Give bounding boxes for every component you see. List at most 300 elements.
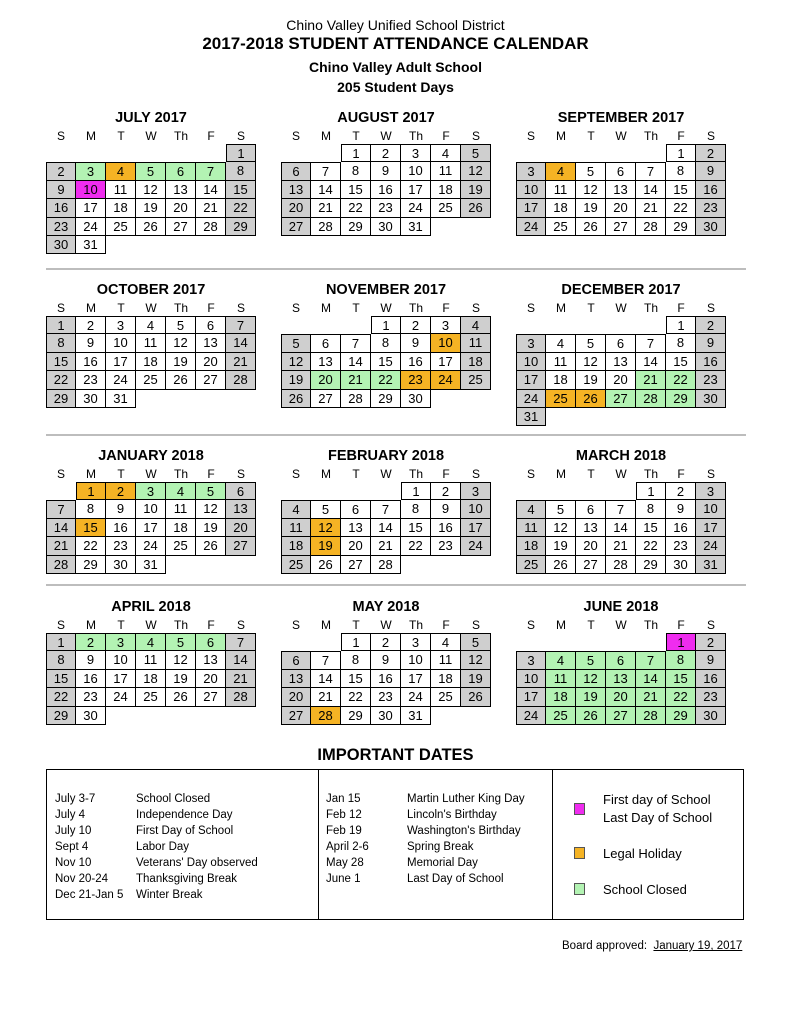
empty-day-cell: [516, 144, 546, 162]
day-cell: 11: [546, 181, 576, 199]
day-cell: 14: [311, 181, 341, 199]
day-cell: 22: [636, 537, 666, 555]
important-event: School Closed: [136, 793, 211, 805]
day-cell: 25: [546, 390, 576, 408]
month-calendar: [46, 446, 256, 574]
weekday-label: S: [291, 467, 300, 481]
weekday-label: S: [291, 301, 300, 315]
day-cell: 16: [106, 519, 136, 537]
day-cell: 24: [516, 218, 546, 236]
day-cell: 25: [136, 371, 166, 389]
day-cell: 1: [46, 316, 76, 334]
day-cell: 30: [696, 390, 726, 408]
empty-day-cell: [166, 707, 196, 725]
day-cell: 4: [546, 651, 576, 669]
legend-swatch-closed: [574, 883, 585, 895]
empty-day-cell: [546, 633, 576, 651]
day-cell: 28: [371, 556, 401, 574]
day-cell: 17: [76, 199, 106, 217]
day-cell: 15: [46, 353, 76, 371]
day-grid: [46, 144, 256, 254]
day-cell: 28: [636, 218, 666, 236]
day-cell: 9: [106, 500, 136, 518]
day-cell: 13: [341, 519, 371, 537]
empty-day-cell: [606, 316, 636, 334]
weekday-label: W: [380, 301, 392, 315]
empty-day-cell: [196, 236, 226, 254]
day-cell: 26: [461, 688, 491, 706]
day-cell: 23: [696, 371, 726, 389]
day-cell: 6: [196, 316, 226, 334]
day-cell: 31: [401, 707, 431, 725]
day-cell: 13: [606, 670, 636, 688]
important-dates-box: [46, 769, 744, 920]
important-date: July 4: [55, 809, 86, 821]
day-cell: 31: [401, 218, 431, 236]
weekday-label: M: [556, 618, 566, 632]
day-cell: 23: [666, 537, 696, 555]
day-cell: 8: [401, 500, 431, 518]
weekday-label: F: [207, 467, 215, 481]
day-cell: 29: [371, 390, 401, 408]
weekday-label: S: [236, 129, 245, 143]
day-cell: 22: [341, 199, 371, 217]
day-cell: 23: [401, 371, 431, 389]
day-cell: 19: [576, 688, 606, 706]
important-dates-title: IMPORTANT DATES: [317, 746, 474, 764]
day-cell: 28: [226, 371, 256, 389]
day-cell: 25: [461, 371, 491, 389]
day-cell: 17: [696, 519, 726, 537]
day-grid: [516, 316, 726, 426]
day-cell: 27: [606, 390, 636, 408]
day-cell: 18: [546, 199, 576, 217]
day-cell: 20: [606, 371, 636, 389]
day-cell: 21: [226, 670, 256, 688]
weekday-label: T: [117, 301, 125, 315]
weekday-label: W: [615, 618, 627, 632]
empty-day-cell: [576, 633, 606, 651]
day-cell: 31: [696, 556, 726, 574]
day-cell: 27: [281, 707, 311, 725]
day-cell: 4: [431, 633, 461, 651]
day-cell: 8: [371, 334, 401, 352]
day-cell: 10: [461, 500, 491, 518]
day-cell: 13: [166, 181, 196, 199]
weekday-label: M: [321, 129, 331, 143]
day-cell: 22: [666, 371, 696, 389]
weekday-header: [516, 617, 726, 633]
day-cell: 8: [226, 162, 256, 180]
day-cell: 8: [341, 651, 371, 669]
day-cell: 20: [281, 688, 311, 706]
day-cell: 16: [696, 353, 726, 371]
weekday-label: T: [587, 467, 595, 481]
empty-day-cell: [606, 408, 636, 426]
day-cell: 20: [226, 519, 256, 537]
day-cell: 4: [106, 162, 136, 180]
day-cell: 31: [516, 408, 546, 426]
day-cell: 24: [431, 371, 461, 389]
day-cell: 28: [636, 390, 666, 408]
weekday-label: S: [236, 467, 245, 481]
empty-day-cell: [576, 316, 606, 334]
day-cell: 23: [696, 199, 726, 217]
day-cell: 18: [166, 519, 196, 537]
day-cell: 11: [461, 334, 491, 352]
day-cell: 16: [76, 670, 106, 688]
important-event: Washington's Birthday: [407, 825, 521, 837]
day-cell: 9: [371, 162, 401, 180]
day-cell: 18: [281, 537, 311, 555]
weekday-label: S: [471, 129, 480, 143]
empty-day-cell: [461, 707, 491, 725]
day-cell: 8: [666, 162, 696, 180]
weekday-label: T: [352, 618, 360, 632]
day-cell: 25: [516, 556, 546, 574]
day-cell: 21: [606, 537, 636, 555]
day-cell: 20: [166, 199, 196, 217]
day-cell: 29: [636, 556, 666, 574]
day-cell: 13: [606, 353, 636, 371]
day-cell: 20: [311, 371, 341, 389]
day-cell: 6: [281, 162, 311, 180]
empty-day-cell: [546, 408, 576, 426]
weekday-label: Th: [643, 618, 658, 632]
day-cell: 27: [311, 390, 341, 408]
day-cell: 19: [576, 371, 606, 389]
day-cell: 1: [46, 633, 76, 651]
day-cell: 25: [166, 537, 196, 555]
day-cell: 12: [461, 651, 491, 669]
day-cell: 23: [696, 688, 726, 706]
day-cell: 23: [371, 688, 401, 706]
day-cell: 22: [76, 537, 106, 555]
day-cell: 24: [106, 688, 136, 706]
day-cell: 4: [546, 334, 576, 352]
day-cell: 30: [46, 236, 76, 254]
day-cell: 17: [106, 353, 136, 371]
day-cell: 4: [281, 500, 311, 518]
day-cell: 5: [136, 162, 166, 180]
important-event: Spring Break: [407, 841, 474, 853]
weekday-label: M: [86, 618, 96, 632]
weekday-label: T: [352, 301, 360, 315]
day-cell: 18: [431, 181, 461, 199]
day-cell: 3: [401, 633, 431, 651]
day-cell: 2: [76, 316, 106, 334]
day-cell: 9: [431, 500, 461, 518]
day-cell: 1: [666, 633, 696, 651]
day-cell: 11: [106, 181, 136, 199]
day-cell: 18: [431, 670, 461, 688]
weekday-label: S: [56, 467, 65, 481]
weekday-label: T: [587, 129, 595, 143]
day-cell: 31: [76, 236, 106, 254]
day-cell: 8: [636, 500, 666, 518]
empty-day-cell: [341, 316, 371, 334]
empty-day-cell: [76, 144, 106, 162]
student-days: 205 Student Days: [337, 79, 454, 95]
weekday-label: W: [145, 467, 157, 481]
empty-day-cell: [461, 556, 491, 574]
day-cell: 25: [546, 218, 576, 236]
day-cell: 14: [341, 353, 371, 371]
weekday-label: T: [352, 467, 360, 481]
weekday-label: F: [442, 618, 450, 632]
day-cell: 12: [166, 651, 196, 669]
day-cell: 16: [696, 670, 726, 688]
day-cell: 10: [106, 334, 136, 352]
month-title: JANUARY 2018: [98, 448, 204, 464]
day-cell: 13: [281, 181, 311, 199]
day-cell: 7: [226, 633, 256, 651]
day-cell: 31: [106, 390, 136, 408]
day-cell: 23: [76, 688, 106, 706]
legend-swatch-holiday: [574, 847, 585, 859]
day-cell: 13: [196, 651, 226, 669]
empty-day-cell: [281, 633, 311, 651]
day-cell: 23: [76, 371, 106, 389]
weekday-label: Th: [408, 301, 423, 315]
day-cell: 25: [546, 707, 576, 725]
important-date: Feb 12: [326, 809, 362, 821]
weekday-header: [281, 617, 491, 633]
legend-last-day: Last Day of School: [603, 810, 713, 825]
day-cell: 11: [136, 334, 166, 352]
day-cell: 10: [76, 181, 106, 199]
day-cell: 5: [461, 144, 491, 162]
day-cell: 19: [461, 670, 491, 688]
day-cell: 25: [136, 688, 166, 706]
day-cell: 31: [136, 556, 166, 574]
day-grid: [46, 316, 256, 408]
day-cell: 24: [696, 537, 726, 555]
day-cell: 10: [401, 651, 431, 669]
weekday-label: S: [471, 618, 480, 632]
important-event: Martin Luther King Day: [407, 793, 525, 805]
day-cell: 2: [371, 633, 401, 651]
day-cell: 6: [606, 334, 636, 352]
empty-day-cell: [546, 482, 576, 500]
day-cell: 24: [106, 371, 136, 389]
day-cell: 4: [516, 500, 546, 518]
weekday-label: F: [207, 129, 215, 143]
month-calendar: [281, 280, 491, 408]
month-title: JULY 2017: [115, 110, 187, 126]
day-cell: 4: [166, 482, 196, 500]
important-date: July 3-7: [55, 793, 96, 805]
weekday-label: W: [380, 467, 392, 481]
day-cell: 29: [76, 556, 106, 574]
weekday-label: W: [615, 129, 627, 143]
day-cell: 27: [576, 556, 606, 574]
empty-day-cell: [136, 707, 166, 725]
row-divider: [46, 584, 746, 586]
day-cell: 18: [546, 688, 576, 706]
empty-day-cell: [226, 556, 256, 574]
day-cell: 3: [76, 162, 106, 180]
month-calendar: [281, 446, 491, 574]
day-cell: 9: [696, 162, 726, 180]
day-cell: 20: [606, 688, 636, 706]
weekday-header: [46, 300, 256, 316]
day-cell: 29: [341, 218, 371, 236]
empty-day-cell: [281, 144, 311, 162]
legend-first-day: First day of School: [603, 792, 711, 807]
weekday-label: M: [321, 467, 331, 481]
day-cell: 30: [76, 707, 106, 725]
day-cell: 2: [696, 316, 726, 334]
day-cell: 5: [576, 651, 606, 669]
important-event: Veterans' Day observed: [136, 857, 258, 869]
day-cell: 29: [46, 707, 76, 725]
empty-day-cell: [401, 556, 431, 574]
empty-day-cell: [546, 144, 576, 162]
weekday-header: [281, 466, 491, 482]
weekday-label: S: [706, 467, 715, 481]
day-cell: 26: [311, 556, 341, 574]
month-title: JUNE 2018: [583, 599, 659, 615]
day-cell: 15: [341, 181, 371, 199]
empty-day-cell: [576, 482, 606, 500]
day-cell: 22: [46, 688, 76, 706]
month-title: SEPTEMBER 2017: [557, 110, 685, 126]
row-divider: [46, 434, 746, 436]
day-cell: 5: [166, 316, 196, 334]
day-cell: 26: [461, 199, 491, 217]
day-cell: 17: [516, 371, 546, 389]
weekday-label: F: [442, 301, 450, 315]
weekday-header: [516, 128, 726, 144]
weekday-label: S: [236, 618, 245, 632]
day-cell: 17: [106, 670, 136, 688]
day-cell: 27: [226, 537, 256, 555]
day-cell: 18: [106, 199, 136, 217]
weekday-label: T: [117, 129, 125, 143]
weekday-label: F: [442, 129, 450, 143]
empty-day-cell: [636, 316, 666, 334]
month-title: DECEMBER 2017: [561, 282, 681, 298]
month-calendar: [46, 597, 256, 725]
day-cell: 19: [311, 537, 341, 555]
school-name: Chino Valley Adult School: [309, 59, 482, 75]
weekday-label: W: [145, 618, 157, 632]
empty-day-cell: [166, 144, 196, 162]
day-cell: 24: [516, 707, 546, 725]
day-cell: 16: [401, 353, 431, 371]
day-cell: 15: [226, 181, 256, 199]
day-cell: 1: [226, 144, 256, 162]
weekday-label: W: [145, 129, 157, 143]
day-cell: 25: [431, 688, 461, 706]
day-cell: 1: [341, 144, 371, 162]
day-cell: 1: [401, 482, 431, 500]
empty-day-cell: [46, 144, 76, 162]
day-cell: 24: [461, 537, 491, 555]
day-cell: 21: [311, 199, 341, 217]
weekday-label: F: [677, 301, 685, 315]
day-cell: 12: [576, 353, 606, 371]
day-cell: 17: [401, 670, 431, 688]
important-event: Winter Break: [136, 889, 203, 901]
empty-day-cell: [606, 482, 636, 500]
month-calendar: [516, 280, 726, 426]
weekday-label: Th: [173, 618, 188, 632]
empty-day-cell: [516, 482, 546, 500]
day-cell: 12: [281, 353, 311, 371]
empty-day-cell: [461, 218, 491, 236]
empty-day-cell: [311, 144, 341, 162]
day-cell: 14: [636, 181, 666, 199]
weekday-label: S: [706, 301, 715, 315]
day-cell: 22: [401, 537, 431, 555]
month-title: FEBRUARY 2018: [327, 448, 445, 464]
day-cell: 13: [196, 334, 226, 352]
weekday-label: S: [471, 467, 480, 481]
day-cell: 4: [431, 144, 461, 162]
weekday-label: Th: [173, 467, 188, 481]
empty-day-cell: [196, 390, 226, 408]
day-cell: 14: [311, 670, 341, 688]
day-cell: 30: [76, 390, 106, 408]
day-cell: 7: [371, 500, 401, 518]
day-cell: 5: [546, 500, 576, 518]
day-cell: 13: [606, 181, 636, 199]
day-cell: 13: [281, 670, 311, 688]
day-cell: 12: [311, 519, 341, 537]
day-cell: 16: [371, 670, 401, 688]
weekday-header: [46, 617, 256, 633]
day-cell: 21: [341, 371, 371, 389]
weekday-header: [281, 128, 491, 144]
day-cell: 19: [196, 519, 226, 537]
empty-day-cell: [106, 144, 136, 162]
day-cell: 22: [666, 688, 696, 706]
day-cell: 1: [666, 316, 696, 334]
empty-day-cell: [516, 633, 546, 651]
day-cell: 25: [431, 199, 461, 217]
empty-day-cell: [431, 390, 461, 408]
weekday-label: S: [526, 301, 535, 315]
important-date: Nov 10: [55, 857, 92, 869]
day-cell: 21: [371, 537, 401, 555]
day-cell: 24: [401, 688, 431, 706]
day-cell: 19: [166, 670, 196, 688]
day-grid: [281, 144, 491, 236]
day-cell: 3: [461, 482, 491, 500]
weekday-label: F: [207, 618, 215, 632]
day-cell: 14: [606, 519, 636, 537]
day-grid: [516, 482, 726, 574]
day-cell: 17: [431, 353, 461, 371]
day-cell: 2: [666, 482, 696, 500]
empty-day-cell: [636, 144, 666, 162]
weekday-label: Th: [173, 129, 188, 143]
day-cell: 5: [461, 633, 491, 651]
important-event: Lincoln's Birthday: [407, 809, 497, 821]
weekday-label: F: [442, 467, 450, 481]
empty-day-cell: [136, 236, 166, 254]
empty-day-cell: [546, 316, 576, 334]
weekday-label: M: [86, 129, 96, 143]
day-cell: 27: [341, 556, 371, 574]
day-cell: 21: [636, 371, 666, 389]
weekday-label: W: [145, 301, 157, 315]
day-cell: 7: [636, 651, 666, 669]
legend-holiday: Legal Holiday: [603, 846, 682, 861]
weekday-label: S: [526, 467, 535, 481]
